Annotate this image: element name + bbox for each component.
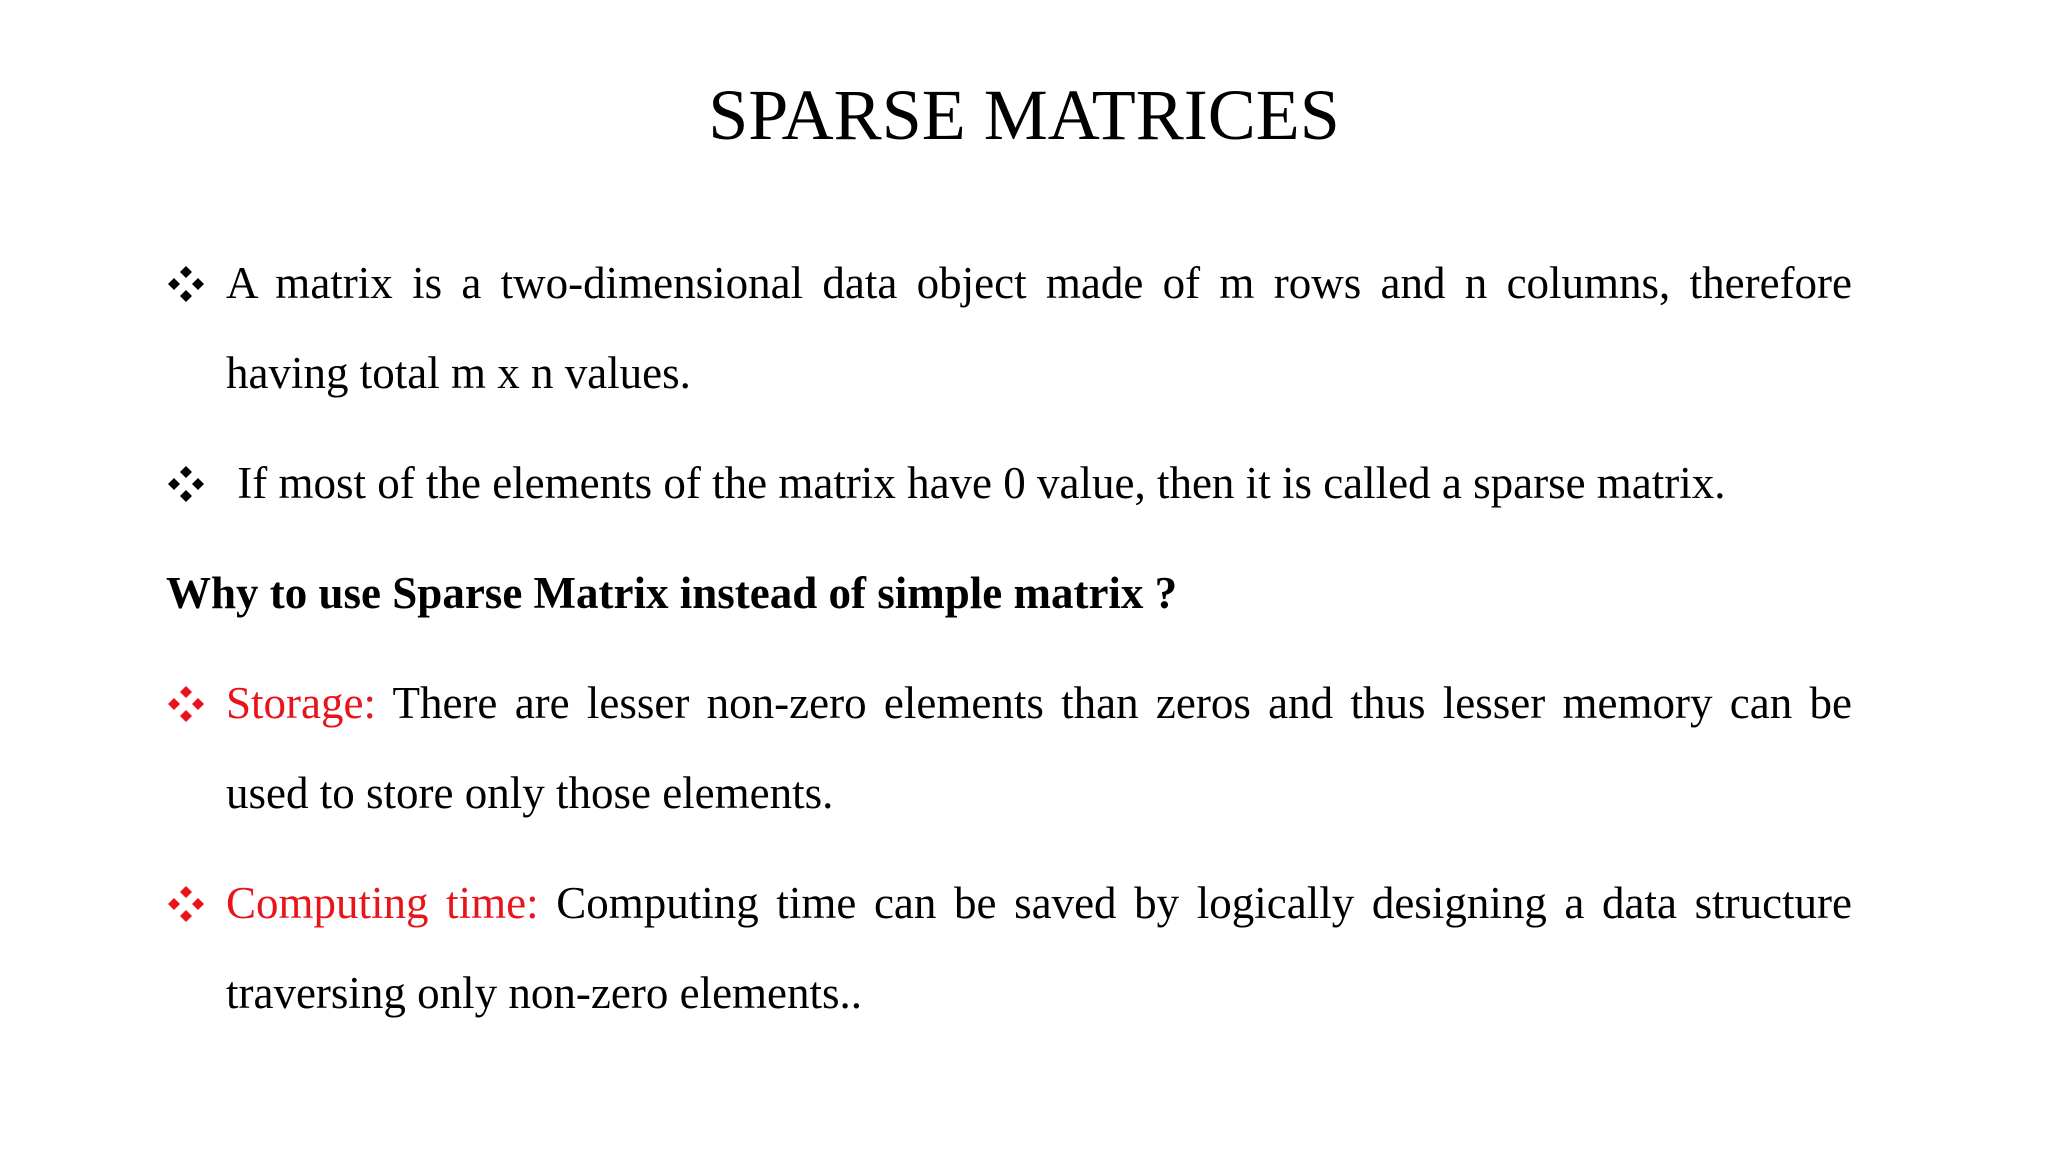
bullet-term: Computing time:	[226, 878, 539, 928]
bullet-term: Storage:	[226, 678, 376, 728]
section-question-heading: Why to use Sparse Matrix instead of simple matrix ?	[166, 568, 1178, 618]
bullet-text	[226, 658, 1852, 838]
four-diamond-bullet-icon	[166, 684, 206, 724]
bullet-text-content: If most of the elements of the matrix have 0 value, then it is called a sparse matrix.	[237, 458, 1726, 508]
bullet-item-storage	[166, 658, 1852, 838]
bullet-text	[226, 858, 1852, 1038]
slide-title: SPARSE MATRICES	[708, 75, 1340, 155]
bullet-text-content: There are lesser non-zero elements than zeros and thus lesser memory can be used to store only those elements.	[226, 678, 1853, 818]
bullet-text: A matrix is a two-dimensional data object made of m rows and n columns, therefore having total m x n values.	[226, 258, 1852, 398]
four-diamond-bullet-icon	[166, 884, 206, 924]
bullet-item-sparse-definition	[166, 438, 1852, 528]
bullet-item-matrix-definition	[166, 238, 1852, 418]
bullet-item-computing-time	[166, 858, 1852, 1038]
bullet-text	[226, 438, 1852, 528]
four-diamond-bullet-icon	[166, 264, 206, 304]
slide-content	[166, 238, 1852, 1058]
four-diamond-bullet-icon	[166, 464, 206, 504]
bullet-text-content: Computing time can be saved by logically designing a data structure traversing only non-zero elements..	[226, 878, 1852, 1018]
